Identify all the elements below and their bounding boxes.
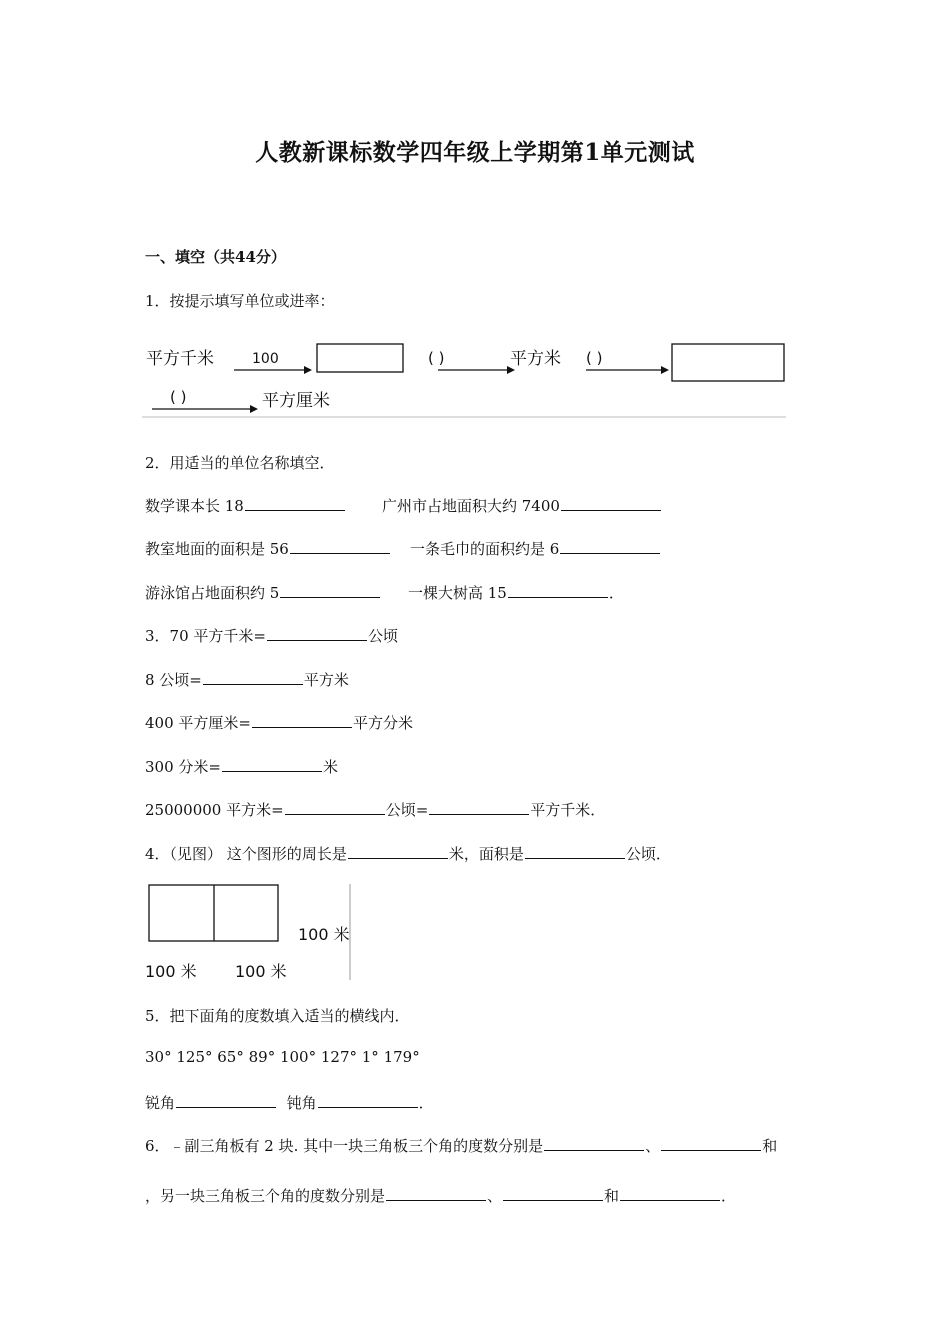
q5-text: 5．把下面角的度数填入适当的横线内． bbox=[145, 1007, 410, 1025]
answer-blank[interactable] bbox=[290, 538, 390, 554]
answer-blank[interactable] bbox=[525, 843, 625, 859]
unit-sq-cm: 平方厘米 bbox=[262, 391, 330, 411]
answer-blank[interactable] bbox=[544, 1135, 644, 1151]
answer-blank[interactable] bbox=[222, 756, 322, 772]
q2-row bbox=[410, 538, 661, 559]
label-side: 100 米 bbox=[298, 925, 350, 944]
angle-list: 30° 125° 65° 89° 100° 127° 1° 179° bbox=[145, 1048, 420, 1066]
paren-blank: ( ) bbox=[586, 349, 603, 367]
answer-blank[interactable] bbox=[661, 1135, 761, 1151]
answer-box bbox=[317, 344, 403, 372]
q3-line: 8 公顷= 平方米 bbox=[145, 671, 349, 689]
q2-item: 数学课本长 18 bbox=[145, 497, 244, 515]
rate-100: 100 bbox=[252, 351, 279, 367]
answer-blank[interactable] bbox=[620, 1185, 720, 1201]
answer-blank[interactable] bbox=[503, 1185, 603, 1201]
arrow-head bbox=[250, 405, 258, 413]
answer-blank[interactable] bbox=[348, 843, 448, 859]
answer-blank[interactable] bbox=[176, 1092, 276, 1108]
q2-row bbox=[145, 495, 346, 516]
q2-row bbox=[382, 495, 662, 516]
answer-blank[interactable] bbox=[386, 1185, 486, 1201]
q6-text-cont: ，另一块三角板三个角的度数分别是 、 和 ． bbox=[145, 1187, 737, 1205]
answer-blank[interactable] bbox=[252, 712, 352, 728]
answer-blank[interactable] bbox=[560, 538, 660, 554]
q6-text: 6．﹣副三角板有 2 块. 其中一块三角板三个角的度数分别是 、 和 bbox=[145, 1137, 778, 1155]
q2-row bbox=[145, 582, 381, 603]
answer-box bbox=[672, 344, 784, 381]
q2-text: 2．用适当的单位名称填空． bbox=[145, 454, 335, 472]
q3-line: 3．70 平方千米= 公顷 bbox=[145, 627, 398, 645]
unit-sq-m: 平方米 bbox=[510, 349, 561, 369]
answer-blank[interactable] bbox=[508, 582, 608, 598]
q4-text: 4．（见图） 这个图形的周长是 米，面积是 公顷． bbox=[145, 845, 671, 863]
paren-blank: ( ) bbox=[428, 349, 445, 367]
page-title: 人教新课标数学四年级上学期第1单元测试 bbox=[255, 139, 695, 166]
q2-item: 一棵大树高 15 bbox=[408, 584, 507, 602]
q2-item: 广州市占地面积大约 7400 bbox=[382, 497, 560, 515]
q3-line: 400 平方厘米= 平方分米 bbox=[145, 714, 413, 732]
q2-item: 教室地面的面积是 56 bbox=[145, 540, 289, 558]
answer-blank[interactable] bbox=[245, 495, 345, 511]
arrow-head bbox=[304, 366, 312, 374]
unit-sq-km: 平方千米 bbox=[146, 349, 214, 369]
q3-line: 300 分米= 米 bbox=[145, 758, 338, 776]
section-heading: 一、填空（共44分） bbox=[145, 248, 286, 266]
q2-item: 一条毛巾的面积约是 6 bbox=[410, 540, 560, 558]
answer-blank[interactable] bbox=[561, 495, 661, 511]
answer-blank[interactable] bbox=[267, 625, 367, 641]
arrow-head bbox=[661, 366, 669, 374]
answer-blank[interactable] bbox=[203, 669, 303, 685]
label-bottom: 100 米 bbox=[235, 962, 287, 981]
q2-item: 游泳馆占地面积约 5 bbox=[145, 584, 280, 602]
answer-blank[interactable] bbox=[285, 799, 385, 815]
q2-row: 一棵大树高 15 ． bbox=[408, 584, 624, 602]
unit-conversion-figure bbox=[142, 336, 788, 420]
q2-row bbox=[145, 538, 391, 559]
q5-answer: 锐角 钝角 ． bbox=[145, 1094, 434, 1112]
answer-blank[interactable] bbox=[318, 1092, 418, 1108]
answer-blank[interactable] bbox=[429, 799, 529, 815]
q3-line: 25000000 平方米= 公顷= 平方千米． bbox=[145, 801, 606, 819]
q1-text: 1．按提示填写单位或进率： bbox=[145, 292, 335, 310]
rectangle-figure bbox=[142, 880, 358, 984]
label-bottom: 100 米 bbox=[145, 962, 197, 981]
answer-blank[interactable] bbox=[280, 582, 380, 598]
paren-blank: ( ) bbox=[170, 388, 187, 406]
